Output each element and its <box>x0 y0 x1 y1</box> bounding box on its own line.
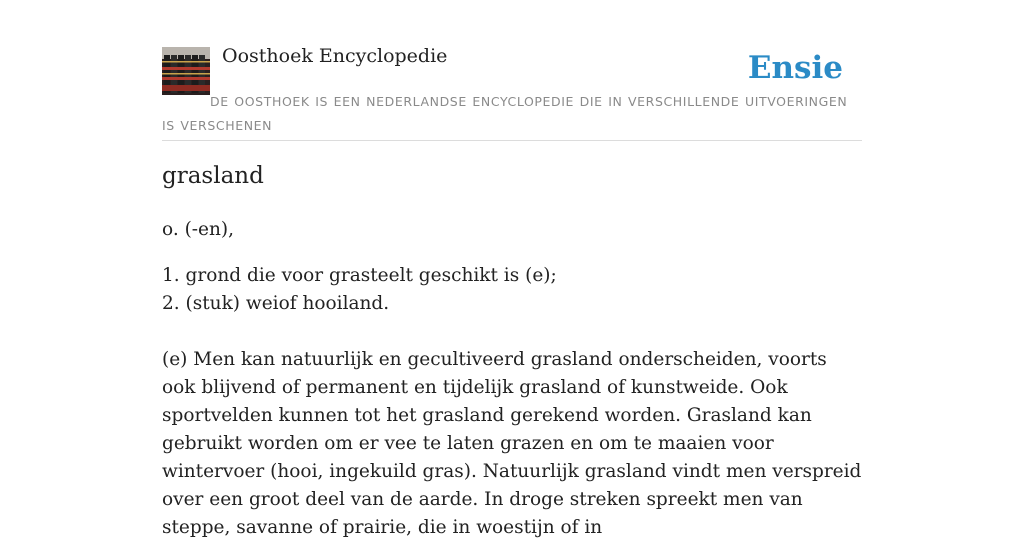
site-header <box>162 0 862 141</box>
avatar[interactable] <box>162 47 210 95</box>
page <box>162 0 862 538</box>
book-spines-icon <box>162 47 210 95</box>
site-tagline: DE OOSTHOEK IS EEN NEDERLANDSE ENCYCLOPEDIE DIE IN VERSCHILLENDE UITVOERINGEN IS VERSCHENEN <box>162 94 848 133</box>
meaning-item: 1. grond die voor grasteelt geschikt is (e); <box>162 265 557 286</box>
entry-grammar: o. (-en), <box>162 219 235 240</box>
site-name[interactable]: Oosthoek Encyclopedie <box>222 45 448 67</box>
meaning-item: 2. (stuk) weiof hooiland. <box>162 293 390 314</box>
entry-body: (e) Men kan natuurlijk en gecultiveerd grasland onderscheiden, voorts ook blijvend of permanent en tijdelijk grasland of kunstweide. Ook sportvelden kunnen tot het grasland gerekend worden. Grasland kan gebruikt worden om er vee te laten grazen en om te maaien voor wintervoer (hooi, ingekuild gras). Natuurlijk grasland vindt men verspreid over een groot deel van de aarde. In droge streken spreekt men van steppe, savanne of prairie, die in woestijn of in <box>162 349 862 538</box>
entry-content <box>162 216 862 542</box>
entry-meanings <box>162 262 862 318</box>
brand-logo-link[interactable]: Ensie <box>747 50 843 86</box>
entry-title: grasland <box>162 163 264 189</box>
